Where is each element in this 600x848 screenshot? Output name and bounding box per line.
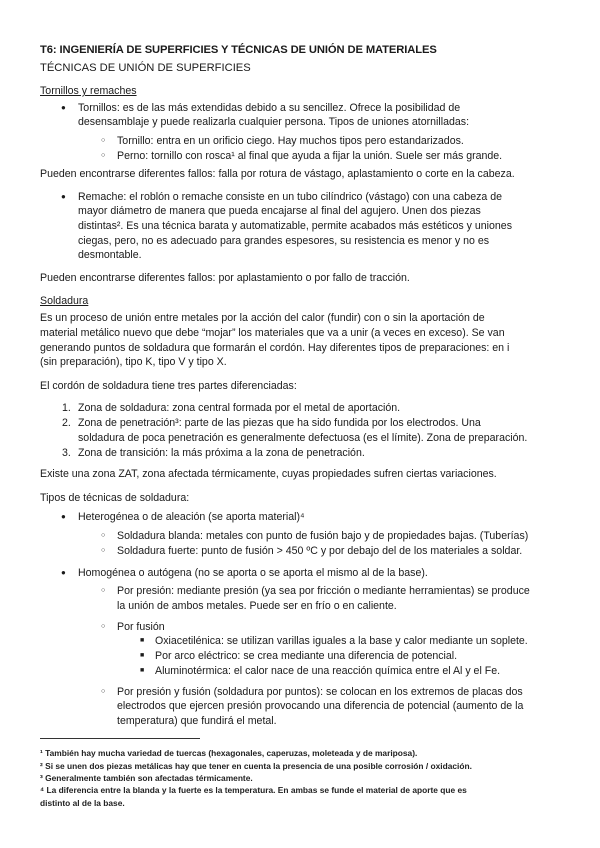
text-line: Tornillos: es de las más extendidas debido a su sencillez. Ofrece la posibilidad de — [78, 102, 461, 114]
text-line: ciegas, pero, no es adecuado para grandes espesores, su resistencia es menor y no es — [78, 235, 490, 247]
section-title: TÉCNICAS DE UNIÓN DE SUPERFICIES — [40, 62, 251, 74]
text-line: Oxiacetilénica: se utilizan varillas iguales a la base y calor mediante un soplete. — [155, 635, 528, 647]
bullet-icon: ● — [61, 192, 66, 201]
text-line: Soldadura blanda: metales con punto de fusión bajo y de propiedades bajas. (Tuberías) — [117, 530, 529, 542]
list-number: 1. — [62, 402, 71, 414]
paragraph: Tipos de técnicas de soldadura: — [40, 492, 190, 504]
text-line: soldadura de poca penetración es generalmente defectuosa (es el límite). Zona de preparación. — [78, 432, 528, 444]
circle-bullet-icon: ○ — [101, 137, 106, 144]
footnote: ¹ También hay mucha variedad de tuercas (hexagonales, caperuzas, moleteada y de mariposa). — [40, 748, 418, 758]
text-line: generando puntos de soldadura que formarán el cordón. Hay diferentes tipos de preparaciones: en i — [40, 342, 510, 354]
text-line: mayor diámetro de manera que pueda encajarse al final del agujero. Unen dos piezas — [78, 205, 481, 217]
circle-bullet-icon: ○ — [101, 587, 106, 594]
list-number: 3. — [62, 447, 71, 459]
text-line: desensamblaje y puede realizarla cualquier persona. Tipos de uniones atornilladas: — [78, 116, 470, 128]
heading-soldadura: Soldadura — [40, 295, 89, 307]
paragraph: El cordón de soldadura tiene tres partes diferenciadas: — [40, 380, 297, 392]
bullet-icon: ● — [61, 103, 66, 112]
square-bullet-icon: ■ — [140, 652, 145, 659]
bullet-icon: ● — [61, 512, 66, 521]
text-line: (sin preparación), tipo K, tipo V y tipo X. — [40, 356, 227, 368]
footnote: ⁴ La diferencia entre la blanda y la fuerte es la temperatura. En ambas se funde el material de aporte que es — [40, 785, 467, 795]
circle-bullet-icon: ○ — [101, 152, 106, 159]
list-number: 2. — [62, 417, 71, 429]
text-line: electrodos que ejercen presión provocando una diferencia de potencial (aumento de la — [117, 700, 524, 712]
footnote-separator — [40, 738, 200, 739]
text-line: Soldadura fuerte: punto de fusión > 450 ºC y por debajo del de los materiales a soldar. — [117, 545, 523, 557]
text-line: la unión de ambos metales. Puede ser en frío o en caliente. — [117, 600, 397, 612]
text-line: Heterogénea o de aleación (se aporta material)⁴ — [78, 511, 305, 523]
text-line: Zona de penetración³: parte de las piezas que ha sido fundida por los electrodos. Una — [78, 417, 481, 429]
paragraph: Pueden encontrarse diferentes fallos: falla por rotura de vástago, aplastamiento o corte en la cabeza. — [40, 168, 515, 180]
circle-bullet-icon: ○ — [101, 688, 106, 695]
square-bullet-icon: ■ — [140, 667, 145, 674]
circle-bullet-icon: ○ — [101, 532, 106, 539]
text-line: material metálico nuevo que debe “mojar” los materiales que va a unir (a veces en exceso). Se van — [40, 327, 505, 339]
text-line: distintas². Es una técnica barata y automatizable, permite acabados más estéticos y uniones — [78, 220, 512, 232]
circle-bullet-icon: ○ — [101, 623, 106, 630]
document-title: T6: INGENIERÍA DE SUPERFICIES Y TÉCNICAS DE UNIÓN DE MATERIALES — [40, 44, 437, 56]
circle-bullet-icon: ○ — [101, 547, 106, 554]
text-line: Es un proceso de unión entre metales por la acción del calor (fundir) con o sin la aportación de — [40, 312, 485, 324]
text-line: Por presión y fusión (soldadura por puntos): se colocan en los extremos de placas dos — [117, 686, 523, 698]
heading-tornillos: Tornillos y remaches — [40, 85, 137, 97]
text-line: temperatura) que fundirá el metal. — [117, 715, 277, 727]
paragraph: Pueden encontrarse diferentes fallos: por aplastamiento o por fallo de tracción. — [40, 272, 410, 284]
text-line: Homogénea o autógena (no se aporta o se aporta el mismo al de la base). — [78, 567, 428, 579]
text-line: Zona de transición: la más próxima a la zona de penetración. — [78, 447, 365, 459]
text-line: Aluminotérmica: el calor nace de una reacción química entre el Al y el Fe. — [155, 665, 501, 677]
square-bullet-icon: ■ — [140, 637, 145, 644]
text-line: Tornillo: entra en un orificio ciego. Hay muchos tipos pero estandarizados. — [117, 135, 464, 147]
text-line: Zona de soldadura: zona central formada por el metal de aportación. — [78, 402, 401, 414]
footnote: ² Si se unen dos piezas metálicas hay que tener en cuenta la presencia de una posible corrosión / oxidación. — [40, 761, 472, 771]
text-line: Por fusión — [117, 621, 165, 633]
paragraph: Existe una zona ZAT, zona afectada térmicamente, cuyas propiedades sufren ciertas variaciones. — [40, 468, 497, 480]
bullet-icon: ● — [61, 568, 66, 577]
footnote: ³ Generalmente también son afectadas térmicamente. — [40, 773, 253, 783]
text-line: Remache: el roblón o remache consiste en un tubo cilíndrico (vástago) con una cabeza de — [78, 191, 502, 203]
text-line: desmontable. — [78, 249, 142, 261]
footnote: distinto al de la base. — [40, 798, 125, 808]
text-line: Por arco eléctrico: se crea mediante una diferencia de potencial. — [155, 650, 458, 662]
text-line: Por presión: mediante presión (ya sea por fricción o mediante herramientas) se produce — [117, 585, 530, 597]
text-line: Perno: tornillo con rosca¹ al final que ayuda a fijar la unión. Suele ser más grande. — [117, 150, 503, 162]
